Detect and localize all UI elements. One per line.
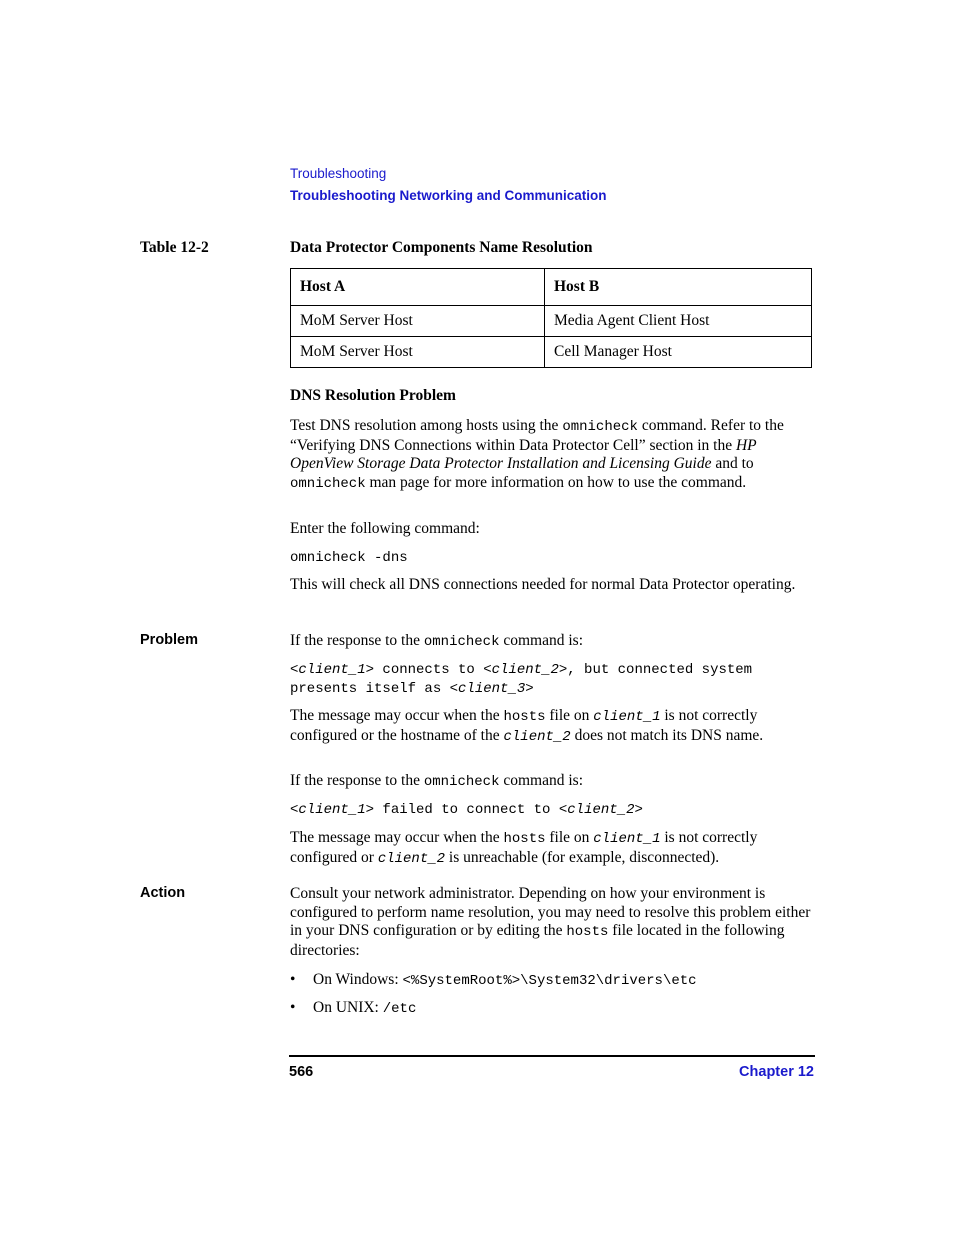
error-message-2: <client_1> failed to connect to <client_2>	[290, 802, 643, 818]
table-number: Table 12-2	[140, 239, 209, 256]
list-item: • On UNIX: /etc	[290, 999, 417, 1017]
chapter-link[interactable]: Chapter 12	[739, 1064, 814, 1080]
table-row	[291, 337, 812, 368]
problem-intro: If the response to the omnicheck command is:	[290, 632, 584, 650]
dns-heading: DNS Resolution Problem	[290, 387, 456, 404]
table-title: Data Protector Components Name Resolution	[290, 239, 593, 256]
table-row	[291, 306, 812, 337]
name-resolution-table	[290, 268, 812, 368]
bullet-icon: •	[290, 971, 296, 988]
problem-explanation-2: The message may occur when the hosts file on client_1 is not correctly configured or client_2 is unreachable (for example, disconnected).	[290, 829, 758, 867]
bullet-icon: •	[290, 999, 296, 1016]
column-header-host-a: Host A	[291, 269, 545, 306]
table-header-row	[291, 269, 812, 306]
problem-label: Problem	[140, 632, 199, 648]
error-message-1: <client_1> connects to <client_2>, but connected system presents itself as <client_3>	[290, 662, 753, 697]
dns-check-paragraph: This will check all DNS connections needed for normal Data Protector operating.	[290, 576, 796, 593]
table-cell: Media Agent Client Host	[545, 306, 812, 337]
dns-command: omnicheck -dns	[290, 550, 408, 566]
problem-intro-2: If the response to the omnicheck command is:	[290, 772, 584, 790]
directory-list	[290, 970, 697, 1026]
table-cell: MoM Server Host	[291, 337, 545, 368]
list-item: • On Windows: <%SystemRoot%>\System32\drivers\etc	[290, 971, 697, 989]
column-header-host-b: Host B	[545, 269, 812, 306]
breadcrumb-chapter[interactable]: Troubleshooting	[290, 166, 387, 181]
table-cell: MoM Server Host	[291, 306, 545, 337]
action-label: Action	[140, 885, 186, 901]
table-cell: Cell Manager Host	[545, 337, 812, 368]
page-number: 566	[289, 1064, 314, 1080]
enter-command-paragraph: Enter the following command:	[290, 520, 480, 537]
problem-explanation-1: The message may occur when the hosts file on client_1 is not correctly configured or the hostname of the client_2 does not match its DNS name.	[290, 707, 764, 745]
breadcrumb-section[interactable]: Troubleshooting Networking and Communication	[290, 188, 607, 203]
dns-intro-paragraph: Test DNS resolution among hosts using the omnicheck command. Refer to the “Verifying DNS Connections within Data Protector Cell” section in the HP OpenView Storage Data Protector Installation and Licensing Guide and to omnicheck man page for more information on how to use the command.	[290, 417, 784, 492]
footer-rule	[289, 1055, 815, 1057]
action-paragraph: Consult your network administrator. Depending on how your environment is configured to perform name resolution, you may need to resolve this problem either in your DNS configuration or by editing the hosts file located in the following directories:	[290, 885, 811, 959]
